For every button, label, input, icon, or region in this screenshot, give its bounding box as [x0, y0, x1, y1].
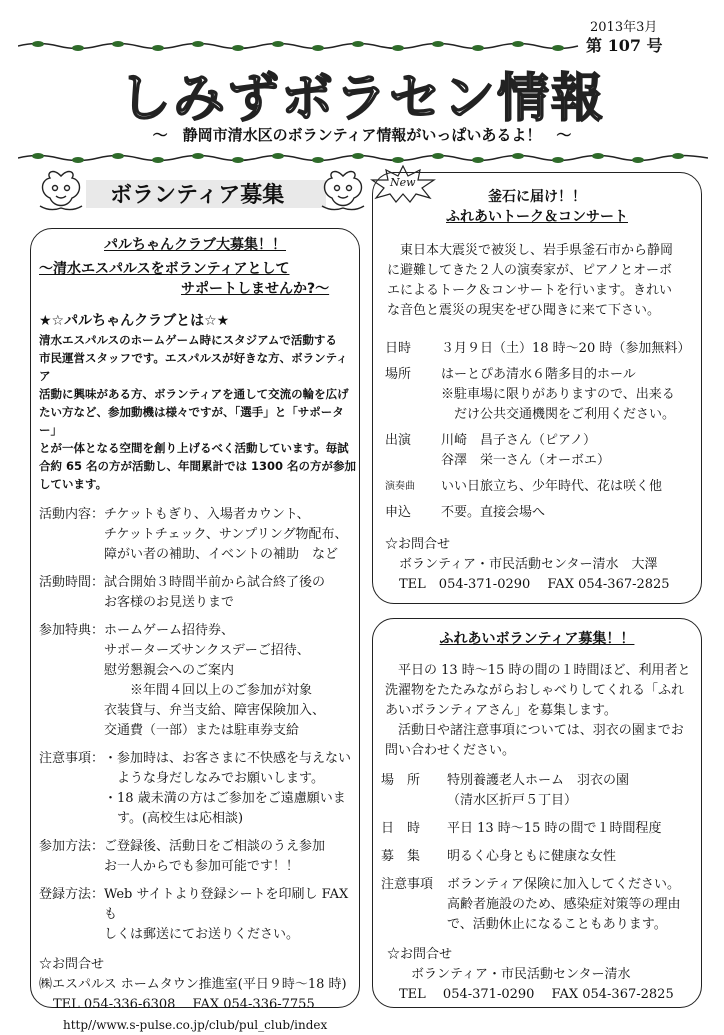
item-line: サポーターズサンクスデーご招待、 — [104, 643, 310, 658]
fureai-row-recruit — [381, 847, 693, 867]
fureai-row-place — [381, 771, 693, 811]
row-line: 高齢者施設のため、感染症対策等の理由 — [447, 897, 681, 912]
concert-title-1: 釜石に届け！！ — [488, 189, 586, 205]
row-label: 募 集 — [381, 849, 421, 864]
vine-divider-icon — [18, 150, 708, 164]
concert-row-apply — [385, 503, 691, 523]
item-line: す。(高校生は応相談) — [104, 811, 244, 826]
item-registration — [39, 885, 359, 945]
item-line: 試合開始３時間半前から試合終了後の — [104, 575, 326, 590]
about-line: たい方など、参加動機は様々ですが、「選手」と「サポーター」 — [39, 405, 344, 437]
row-line: 明るく心身ともに健康な女性 — [447, 849, 617, 864]
row-line: 不要。直接会場へ — [441, 505, 546, 520]
concert-box — [372, 172, 702, 604]
concert-row-datetime — [385, 339, 691, 359]
item-label: 活動内容： — [39, 507, 105, 522]
item-line: Web サイトより登録シートを印刷し FAX も — [104, 887, 349, 922]
intro-line: 東日本大震災で被災し、岩手県釜石市から静岡 — [400, 243, 674, 258]
intro-line: 問い合わせください。 — [385, 743, 516, 758]
item-line: ・参加時は、お客さまに不快感を与えない — [104, 751, 352, 766]
item-line: ※年間４回以上のご参加が対象 — [104, 683, 313, 698]
row-line: で、活動休止になることもあります。 — [447, 917, 667, 932]
concert-title-2: ふれあいトーク＆コンサート — [446, 209, 628, 225]
row-label: 出演 — [385, 433, 412, 448]
fureai-contact-tel: TEL 054-371-0290 FAX 054-367-2825 — [399, 987, 674, 1002]
item-notes — [39, 749, 359, 829]
row-label: 場所 — [385, 367, 412, 382]
about-line: 合約 65 名の方が活動し、年間累計では 1300 名の方が参加 — [39, 459, 357, 473]
concert-contact-tel: TEL 054-371-0290 FAX 054-367-2825 — [399, 577, 670, 592]
intro-line: 洗濯物をたたみながらおしゃべりしてくれる「ふれ — [385, 683, 685, 698]
item-label: 注意事項： — [39, 751, 105, 766]
item-line: 慰労懇親会へのご案内 — [104, 663, 235, 678]
fureai-row-notes — [381, 875, 693, 935]
vine-divider-icon — [18, 38, 708, 52]
item-line: 交通費（一部）または駐車券支給 — [104, 723, 300, 738]
left-lead-2: サポートしませんか?〜 — [181, 281, 330, 297]
issue-date: 2013年3月 — [590, 20, 658, 35]
item-line: ご登録後、活動日をご相談のうえ参加 — [104, 839, 326, 854]
row-line: はーとぴあ清水６階多目的ホール — [441, 367, 636, 382]
left-contact-url[interactable]: http//www.s-pulse.co.jp/club/pul_club/index — [63, 1018, 328, 1032]
about-line: しています。 — [39, 477, 108, 491]
page-title: しみずボラセン情報 — [118, 69, 605, 129]
concert-row-songs — [385, 477, 691, 497]
item-line: 障がい者の補助、イベントの補助 など — [104, 547, 339, 562]
left-box-title: パルちゃんクラブ大募集！！ — [104, 237, 286, 253]
section-heading: ボランティア募集 — [110, 178, 284, 209]
left-volunteer-box — [30, 228, 360, 1032]
item-line: 衣装貸与、弁当支給、障害保険加入、 — [104, 703, 326, 718]
row-line: 谷澤 栄一さん（オーボエ） — [441, 453, 611, 468]
item-line: ・18 歳未満の方はご参加をご遠慮願いま — [104, 791, 346, 806]
concert-intro — [387, 241, 689, 321]
fureai-contact-org: ボランティア・市民活動センター清水 — [411, 967, 631, 982]
item-label: 活動時間： — [39, 575, 105, 590]
left-contact-org: ㈱エスパルス ホームタウン推進室(平日９時〜18 時) — [39, 977, 347, 992]
item-line: チケットチェック、サンプリング物配布、 — [104, 527, 348, 542]
item-line: お客様のお見送りまで — [104, 595, 235, 610]
row-label: 演奏曲 — [385, 481, 415, 492]
row-line: ボランティア保険に加入してください。 — [447, 877, 680, 892]
issue-number: 第 107 号 — [586, 36, 663, 55]
intro-line: な音色と震災の現実をぜひ聞きに来て下さい。 — [387, 303, 661, 318]
row-label: 申込 — [385, 505, 412, 520]
fureai-box — [372, 618, 702, 1008]
intro-line: あいボランティアさん」を募集します。 — [385, 703, 617, 718]
about-line: 活動に興味がある方、ボランティアを通して交流の輪を広げ — [39, 387, 349, 401]
about-heading: ★☆パルちゃんクラブとは☆★ — [39, 313, 230, 329]
about-text — [39, 331, 359, 493]
fureai-contact-heading: ☆お問合せ — [387, 947, 453, 962]
item-hours — [39, 573, 359, 613]
row-line: 平日 13 時〜15 時の間で１時間程度 — [447, 821, 662, 836]
row-label: 日時 — [385, 341, 412, 356]
fureai-row-datetime — [381, 819, 693, 839]
item-line: ホームゲーム招待券、 — [104, 623, 235, 638]
mascot-icon — [316, 168, 370, 214]
row-line: いい日旅立ち、少年時代、花は咲く他 — [441, 479, 663, 494]
row-label: 注意事項 — [381, 877, 434, 892]
row-line: ※駐車場に限りがありますので、出来る — [441, 387, 675, 402]
item-label: 参加方法： — [39, 839, 105, 854]
item-activity — [39, 505, 359, 565]
mascot-icon — [34, 168, 88, 214]
row-line: 特別養護老人ホーム 羽衣の園 — [447, 773, 630, 788]
item-line: しくは郵送にてお送りください。 — [104, 927, 300, 942]
row-label: 場 所 — [381, 773, 421, 788]
fureai-title: ふれあいボランティア募集！！ — [439, 631, 635, 647]
concert-row-place — [385, 365, 691, 425]
item-benefits — [39, 621, 359, 741]
intro-line: エによるトーク＆コンサートを行います。きれい — [387, 283, 672, 298]
concert-contact-org: ボランティア・市民活動センター清水 大澤 — [399, 557, 658, 572]
item-label: 参加特典： — [39, 623, 105, 638]
intro-line: に避難してきた２人の演奏家が、ピアノとオーボ — [387, 263, 672, 278]
new-badge-label: New — [390, 176, 416, 189]
item-line: チケットもぎり、入場者カウント、 — [104, 507, 310, 522]
item-label: 登録方法： — [39, 887, 105, 902]
intro-line: 平日の 13 時〜15 時の間の１時間ほど、利用者と — [398, 663, 691, 678]
concert-contact-heading: ☆お問合せ — [385, 537, 451, 552]
page-subtitle: 〜 静岡市清水区のボランティア情報がいっぱいあるよ！ 〜 — [152, 126, 572, 144]
row-line: だけ公共交通機関をご利用ください。 — [441, 407, 676, 422]
about-line: 市民運営スタッフです。エスパルスが好きな方、ボランティア — [39, 351, 348, 383]
concert-row-performers — [385, 431, 691, 471]
item-how-to-join — [39, 837, 359, 877]
left-contact-tel: TEL 054-336-6308 FAX 054-336-7755 — [53, 997, 315, 1012]
item-line: お一人からでも参加可能です！！ — [104, 859, 299, 874]
intro-line: 活動日や諸注意事項については、羽衣の園までお — [398, 723, 684, 738]
row-line: ３月９日（土）18 時〜20 時（参加無料） — [441, 341, 691, 356]
row-label: 日 時 — [381, 821, 421, 836]
item-line: ような身だしなみでお願いします。 — [104, 771, 324, 786]
fureai-intro — [385, 661, 691, 761]
about-line: 清水エスパルスのホームゲーム時にスタジアムで活動する — [39, 333, 337, 347]
row-line: 川崎 昌子さん（ピアノ） — [441, 433, 596, 448]
about-line: とが一体となる空間を創り上げるべく活動しています。毎試 — [39, 441, 349, 455]
row-line: （清水区折戸５丁目） — [447, 793, 578, 808]
left-contact-heading: ☆お問合せ — [39, 957, 105, 972]
left-lead-1: 〜清水エスパルスをボランティアとして — [39, 261, 290, 277]
